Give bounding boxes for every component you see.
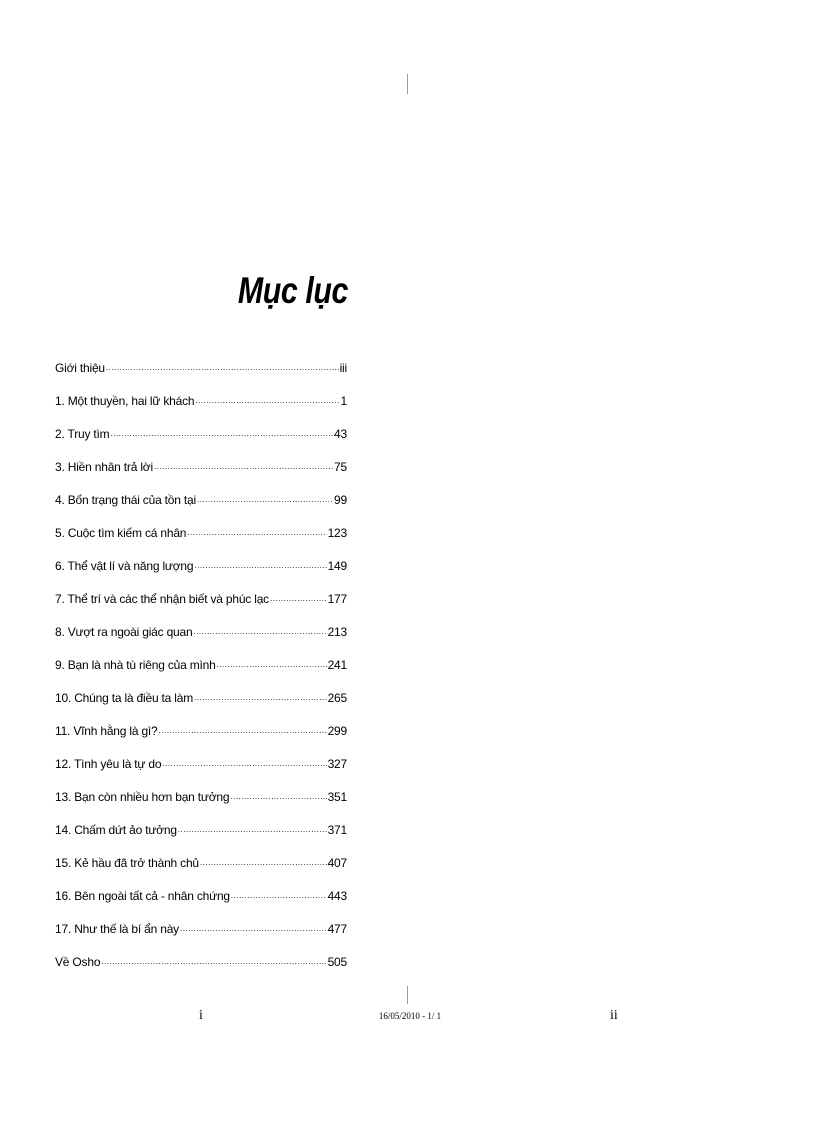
toc-entry-label: 11. Vĩnh hằng là gì? bbox=[55, 724, 158, 738]
toc-entry-label: Về Osho bbox=[55, 955, 101, 969]
toc-dot-leader bbox=[200, 855, 327, 871]
toc-entry-label: 7. Thể trí và các thể nhận biết và phúc lạc bbox=[55, 592, 269, 606]
top-margin-mark bbox=[407, 74, 408, 94]
toc-dot-leader bbox=[231, 888, 327, 904]
toc-entry[interactable] bbox=[55, 459, 347, 492]
toc-entry-label: 15. Kẻ hầu đã trở thành chủ bbox=[55, 856, 199, 870]
toc-entry-page: 443 bbox=[327, 889, 347, 903]
toc-entry-label: 3. Hiền nhân trả lời bbox=[55, 460, 153, 474]
toc-dot-leader bbox=[230, 789, 326, 805]
toc-entry-label: 2. Truy tìm bbox=[55, 427, 110, 441]
toc-entry[interactable] bbox=[55, 393, 347, 426]
toc-entry-label: 9. Bạn là nhà tù riêng của mình bbox=[55, 658, 216, 672]
toc-entry[interactable] bbox=[55, 954, 347, 987]
toc-entry[interactable] bbox=[55, 756, 347, 789]
toc-entry[interactable] bbox=[55, 426, 347, 459]
toc-dot-leader bbox=[180, 921, 327, 937]
table-of-contents bbox=[55, 360, 347, 987]
toc-dot-leader bbox=[106, 360, 339, 376]
toc-entry[interactable] bbox=[55, 888, 347, 921]
toc-dot-leader bbox=[197, 492, 333, 508]
toc-dot-leader bbox=[194, 558, 326, 574]
toc-entry[interactable] bbox=[55, 492, 347, 525]
toc-dot-leader bbox=[194, 690, 327, 706]
toc-entry-page: 75 bbox=[334, 460, 347, 474]
toc-entry[interactable] bbox=[55, 690, 347, 723]
footer-date: 16/05/2010 - 1/ 1 bbox=[378, 1011, 442, 1021]
toc-dot-leader bbox=[110, 426, 333, 442]
toc-dot-leader bbox=[195, 393, 339, 409]
toc-entry[interactable] bbox=[55, 360, 347, 393]
toc-entry-page: 505 bbox=[327, 955, 347, 969]
toc-entry-page: 43 bbox=[334, 427, 347, 441]
toc-dot-leader bbox=[178, 822, 327, 838]
toc-entry[interactable] bbox=[55, 558, 347, 591]
toc-entry-page: 241 bbox=[327, 658, 347, 672]
toc-entry-label: 1. Một thuyền, hai lữ khách bbox=[55, 394, 195, 408]
toc-dot-leader bbox=[159, 723, 327, 739]
toc-entry-page: 299 bbox=[327, 724, 347, 738]
toc-entry-page: 123 bbox=[327, 526, 347, 540]
toc-entry-label: 4. Bốn trạng thái của tồn tại bbox=[55, 493, 196, 507]
toc-entry[interactable] bbox=[55, 525, 347, 558]
toc-dot-leader bbox=[270, 591, 327, 607]
toc-entry-page: 99 bbox=[334, 493, 347, 507]
toc-entry-label: 14. Chấm dứt ảo tưởng bbox=[55, 823, 177, 837]
toc-entry-label: 12. Tình yêu là tự do bbox=[55, 757, 162, 771]
toc-entry[interactable] bbox=[55, 657, 347, 690]
toc-entry[interactable] bbox=[55, 921, 347, 954]
toc-dot-leader bbox=[162, 756, 326, 772]
toc-entry-page: 327 bbox=[327, 757, 347, 771]
toc-entry[interactable] bbox=[55, 591, 347, 624]
toc-entry-page: 265 bbox=[327, 691, 347, 705]
toc-entry-label: 6. Thể vật lí và năng lượng bbox=[55, 559, 194, 573]
toc-entry[interactable] bbox=[55, 822, 347, 855]
toc-dot-leader bbox=[187, 525, 326, 541]
bottom-margin-mark bbox=[407, 986, 408, 1004]
toc-entry-page: 1 bbox=[340, 394, 347, 408]
toc-entry-label: 5. Cuộc tìm kiếm cá nhân bbox=[55, 526, 187, 540]
toc-entry[interactable] bbox=[55, 723, 347, 756]
page-title: Mục lục bbox=[237, 269, 348, 311]
toc-entry-label: 17. Như thế là bí ẩn này bbox=[55, 922, 179, 936]
toc-entry-label: 8. Vượt ra ngoài giác quan bbox=[55, 625, 193, 639]
toc-dot-leader bbox=[217, 657, 327, 673]
toc-dot-leader bbox=[193, 624, 326, 640]
toc-entry-page: iii bbox=[339, 361, 347, 375]
toc-entry[interactable] bbox=[55, 624, 347, 657]
toc-dot-leader bbox=[101, 954, 326, 970]
toc-entry-label: 16. Bên ngoài tất cả - nhân chứng bbox=[55, 889, 230, 903]
toc-entry-label: Giới thiệu bbox=[55, 361, 105, 375]
toc-entry-page: 213 bbox=[327, 625, 347, 639]
toc-entry-page: 149 bbox=[327, 559, 347, 573]
toc-entry-page: 177 bbox=[327, 592, 347, 606]
toc-entry-page: 371 bbox=[327, 823, 347, 837]
toc-entry-page: 351 bbox=[327, 790, 347, 804]
footer-page-left: i bbox=[199, 1008, 203, 1023]
toc-entry-label: 10. Chúng ta là điều ta làm bbox=[55, 691, 194, 705]
toc-entry[interactable] bbox=[55, 855, 347, 888]
toc-dot-leader bbox=[154, 459, 333, 475]
toc-entry-label: 13. Bạn còn nhiều hơn bạn tưởng bbox=[55, 790, 230, 804]
toc-entry-page: 477 bbox=[327, 922, 347, 936]
toc-entry-page: 407 bbox=[327, 856, 347, 870]
footer-page-right: ii bbox=[610, 1008, 618, 1023]
toc-entry[interactable] bbox=[55, 789, 347, 822]
